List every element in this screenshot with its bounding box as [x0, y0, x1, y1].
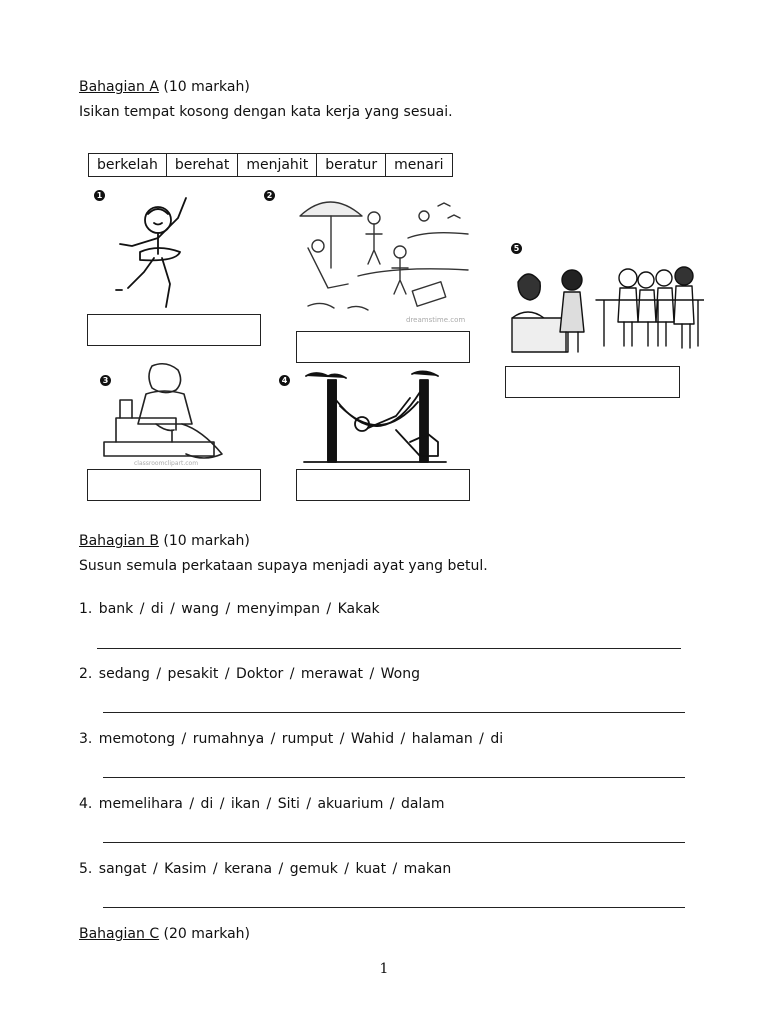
question-5: 5. sangat / Kasim / kerana / gemuk / kuat / makan — [79, 861, 452, 877]
section-c-marks: (20 markah) — [163, 926, 251, 942]
question-3: 3. memotong / rumahnya / rumput / Wahid / halaman / di — [79, 731, 504, 747]
section-b-title: Bahagian B — [79, 533, 159, 549]
section-a-instruction: Isikan tempat kosong dengan kata kerja yang sesuai. — [79, 104, 453, 120]
picture-3-watermark: classroomclipart.com — [134, 460, 199, 467]
answer-line-3[interactable] — [103, 777, 685, 778]
hammock-resting-icon — [300, 370, 450, 465]
picture-number-2: 2 — [264, 190, 275, 201]
section-a-heading — [79, 78, 250, 96]
picture-2-watermark: dreamstime.com — [406, 316, 466, 324]
picture-number-3: 3 — [100, 375, 111, 386]
section-b-instruction: Susun semula perkataan supaya menjadi ayat yang betul. — [79, 558, 488, 574]
section-b-marks: (10 markah) — [163, 533, 250, 549]
answer-line-1[interactable] — [97, 648, 681, 649]
answer-line-4[interactable] — [103, 842, 685, 843]
answer-box-5[interactable] — [505, 366, 680, 398]
answer-line-2[interactable] — [103, 712, 685, 713]
section-a-marks: (10 markah) — [163, 79, 250, 95]
answer-box-1[interactable] — [87, 314, 261, 346]
section-b-heading — [79, 532, 250, 550]
question-1: 1. bank / di / wang / menyimpan / Kakak — [79, 601, 380, 617]
picture-number-4: 4 — [279, 375, 290, 386]
sewing-machine-icon — [96, 360, 234, 468]
word-bank-item: menjahit — [238, 154, 317, 176]
answer-line-5[interactable] — [103, 907, 685, 908]
beach-picnic-icon — [288, 188, 476, 326]
picture-number-5: 5 — [511, 243, 522, 254]
word-bank-item: berkelah — [89, 154, 167, 176]
word-bank — [88, 153, 453, 177]
page-number: 1 — [379, 961, 389, 977]
people-queue-icon — [508, 262, 704, 356]
section-c-heading — [79, 925, 250, 943]
question-4: 4. memelihara / di / ikan / Siti / akuarium / dalam — [79, 796, 445, 812]
ballerina-dancing-icon — [110, 192, 220, 312]
section-a-title: Bahagian A — [79, 79, 159, 95]
word-bank-item: menari — [394, 157, 444, 173]
question-2: 2. sedang / pesakit / Doktor / merawat / Wong — [79, 666, 420, 682]
word-bank-item: beratur — [317, 154, 386, 176]
word-bank-item: berehat — [167, 154, 239, 176]
picture-number-1: 1 — [94, 190, 105, 201]
answer-box-2[interactable] — [296, 331, 470, 363]
answer-box-3[interactable] — [87, 469, 261, 501]
section-c-title: Bahagian C — [79, 926, 160, 942]
answer-box-4[interactable] — [296, 469, 470, 501]
